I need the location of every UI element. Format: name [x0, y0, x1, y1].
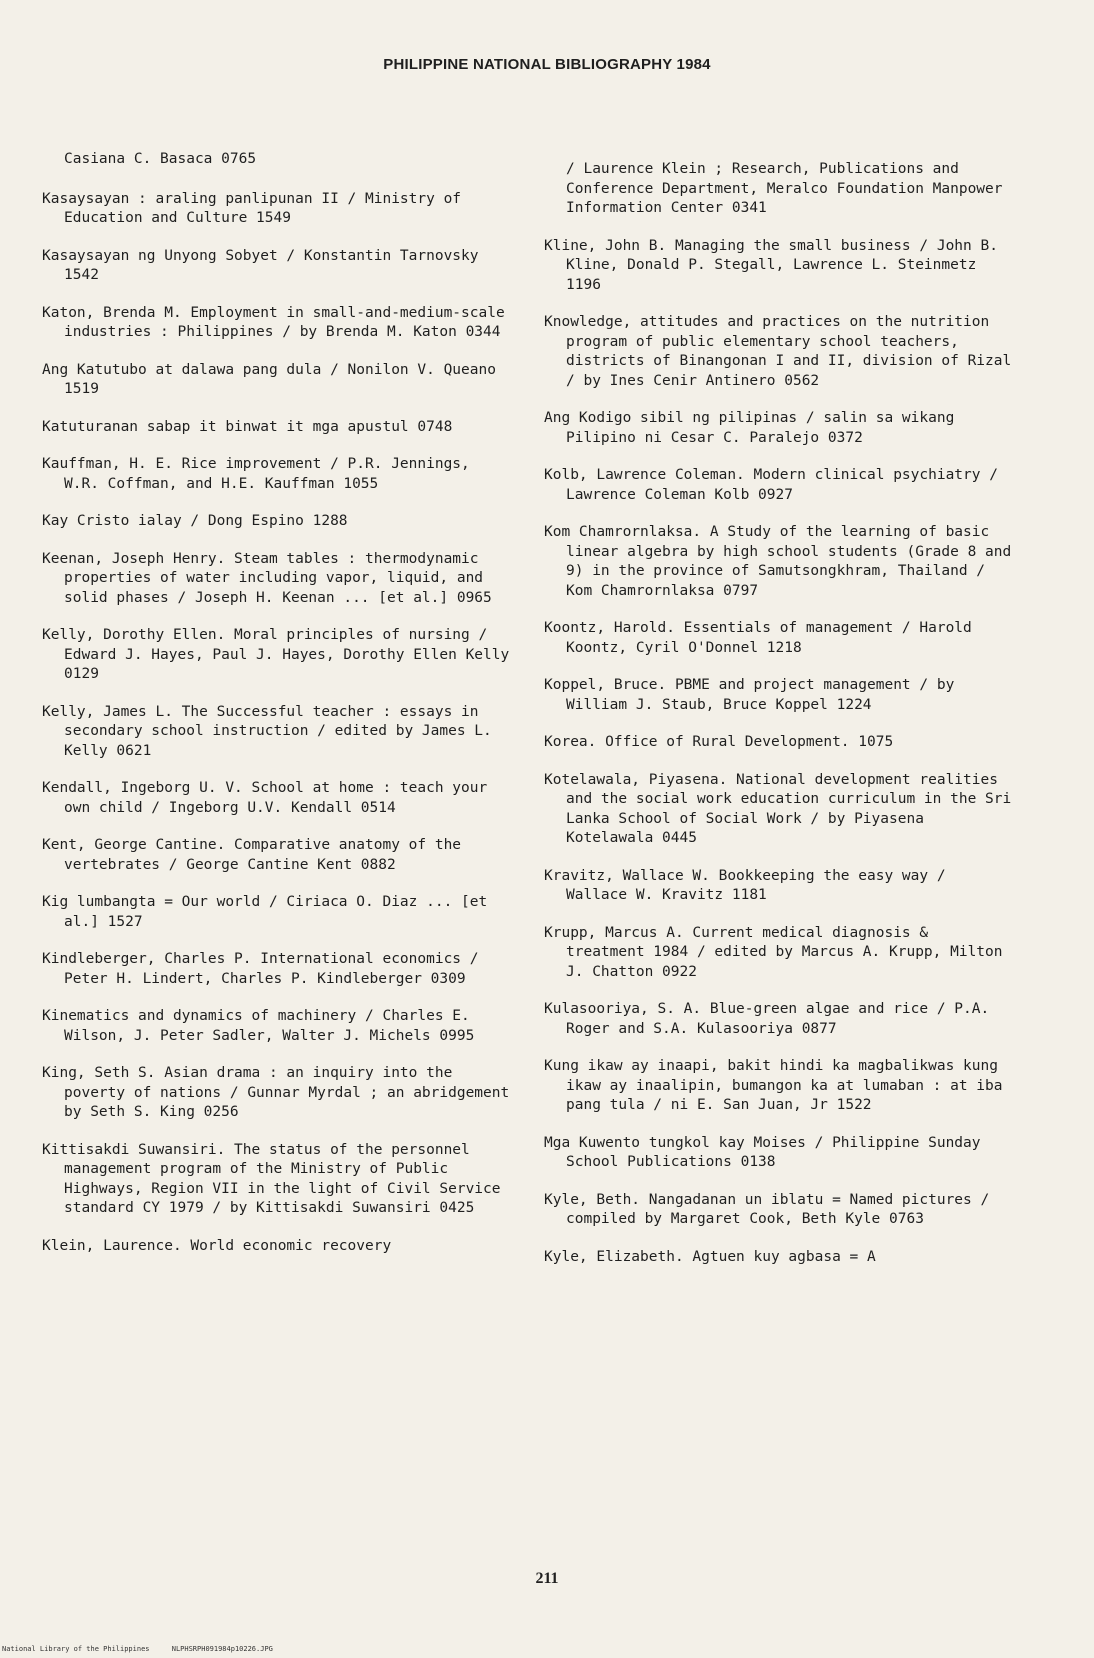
bibliography-entry: Klein, Laurence. World economic recovery [42, 1237, 392, 1254]
bibliography-entry: Kom Chamrornlaksa. A Study of the learning of basic linear algebra by high school students (Grade 8 and 9) in the province of Samutsongkhram, Thailand / Kom Chamrornlaksa 0797 [544, 524, 1012, 599]
page-number: 211 [535, 1570, 559, 1587]
bibliography-entry: Kelly, Dorothy Ellen. Moral principles of nursing / Edward J. Hayes, Paul J. Hayes, Dorothy Ellen Kelly 0129 [42, 627, 510, 682]
bibliography-entry: Kay Cristo ialay / Dong Espino 1288 [42, 513, 348, 529]
bibliography-entry: Kent, George Cantine. Comparative anatomy of the vertebrates / George Cantine Kent 0882 [42, 837, 462, 873]
right-column [544, 160, 1014, 1285]
bibliography-entry: / Laurence Klein ; Research, Publications and Conference Department, Meralco Foundation Manpower Information Center 0341 [566, 161, 1003, 216]
bibliography-entry: Kelly, James L. The Successful teacher : essays in secondary school instruction / edited by James L. Kelly 0621 [42, 703, 492, 759]
bibliography-entry: Kung ikaw ay inaapi, bakit hindi ka magbalikwas kung ikaw ay inaalipin, bumangon ka at lumaban : at iba pang tula / ni E. San Juan, Jr 1522 [544, 1058, 1003, 1113]
bibliography-entry: Kindleberger, Charles P. International economics / Peter H. Lindert, Charles P. Kindleberger 0309 [42, 951, 479, 987]
bibliography-entry: Keenan, Joseph Henry. Steam tables : thermodynamic properties of water including vapor, liquid, and solid phases / Joseph H. Keenan ... [et al.] 0965 [42, 550, 492, 606]
bibliography-entry: Casiana C. Basaca 0765 [64, 151, 257, 167]
bibliography-entry: Kotelawala, Piyasena. National development realities and the social work education curriculum in the Sri Lanka School of Social Work / by Piyasena Kotelawala 0445 [544, 771, 1012, 846]
left-column [42, 150, 512, 1274]
footer-file: NLPHSRPH091984p10226.JPG [171, 1645, 273, 1653]
bibliography-entry: Kulasooriya, S. A. Blue-green algae and rice / P.A. Roger and S.A. Kulasooriya 0877 [544, 1001, 990, 1037]
bibliography-entry: Kasaysayan : araling panlipunan II / Ministry of Education and Culture 1549 [42, 190, 462, 226]
bibliography-entry: Kyle, Elizabeth. Agtuen kuy agbasa = A [544, 1248, 876, 1265]
bibliography-entry: Ang Katutubo at dalawa pang dula / Nonilon V. Queano 1519 [42, 361, 496, 397]
bibliography-entry: Kittisakdi Suwansiri. The status of the personnel management program of the Ministry of Public Highways, Region VII in the light of Civil Service standard CY 1979 / by Kittisakdi Suwansiri 0425 [42, 1141, 501, 1216]
bibliography-entry: Korea. Office of Rural Development. 1075 [544, 734, 894, 750]
footer-library: National Library of the Philippines [2, 1645, 150, 1653]
bibliography-entry: Katon, Brenda M. Employment in small-and-medium-scale industries : Philippines / by Brenda M. Katon 0344 [42, 304, 505, 340]
page-title: PHILIPPINE NATIONAL BIBLIOGRAPHY 1984 [383, 56, 711, 73]
bibliography-entry: Kyle, Beth. Nangadanan un iblatu = Named pictures / compiled by Margaret Cook, Beth Kyle 0763 [544, 1191, 990, 1227]
bibliography-entry: Knowledge, attitudes and practices on the nutrition program of public elementary school teachers, districts of Binangonan I and II, division of Rizal / by Ines Cenir Antinero 0562 [544, 314, 1012, 389]
bibliography-entry: Kravitz, Wallace W. Bookkeeping the easy way / Wallace W. Kravitz 1181 [544, 867, 946, 903]
bibliography-entry: Koontz, Harold. Essentials of management / Harold Koontz, Cyril O'Donnel 1218 [544, 620, 972, 656]
bibliography-entry: Katuturanan sabap it binwat it mga apustul 0748 [42, 418, 453, 435]
bibliography-entry: Kauffman, H. E. Rice improvement / P.R. Jennings, W.R. Coffman, and H.E. Kauffman 1055 [42, 456, 470, 492]
bibliography-entry: Kinematics and dynamics of machinery / Charles E. Wilson, J. Peter Sadler, Walter J. Michels 0995 [42, 1008, 475, 1044]
bibliography-entry: Mga Kuwento tungkol kay Moises / Philippine Sunday School Publications 0138 [544, 1134, 981, 1170]
bibliography-entry: Krupp, Marcus A. Current medical diagnosis & treatment 1984 / edited by Marcus A. Krupp, Milton J. Chatton 0922 [544, 924, 1003, 980]
bibliography-entry: Koppel, Bruce. PBME and project management / by William J. Staub, Bruce Koppel 1224 [544, 677, 955, 713]
bibliography-entry: Ang Kodigo sibil ng pilipinas / salin sa wikang Pilipino ni Cesar C. Paralejo 0372 [544, 410, 955, 446]
bibliography-entry: Kasaysayan ng Unyong Sobyet / Konstantin Tarnovsky 1542 [42, 247, 479, 283]
bibliography-entry: Kendall, Ingeborg U. V. School at home : teach your own child / Ingeborg U.V. Kendall 0514 [42, 780, 488, 816]
bibliography-entry: King, Seth S. Asian drama : an inquiry into the poverty of nations / Gunnar Myrdal ; an abridgement by Seth S. King 0256 [42, 1065, 510, 1120]
bibliography-entry: Kline, John B. Managing the small business / John B. Kline, Donald P. Stegall, Lawrence L. Steinmetz 1196 [544, 237, 998, 293]
scan-footer [2, 1645, 291, 1653]
bibliography-entry: Kolb, Lawrence Coleman. Modern clinical psychiatry / Lawrence Coleman Kolb 0927 [544, 467, 998, 503]
bibliography-entry: Kig lumbangta = Our world / Ciriaca O. Diaz ... [et al.] 1527 [42, 894, 488, 930]
